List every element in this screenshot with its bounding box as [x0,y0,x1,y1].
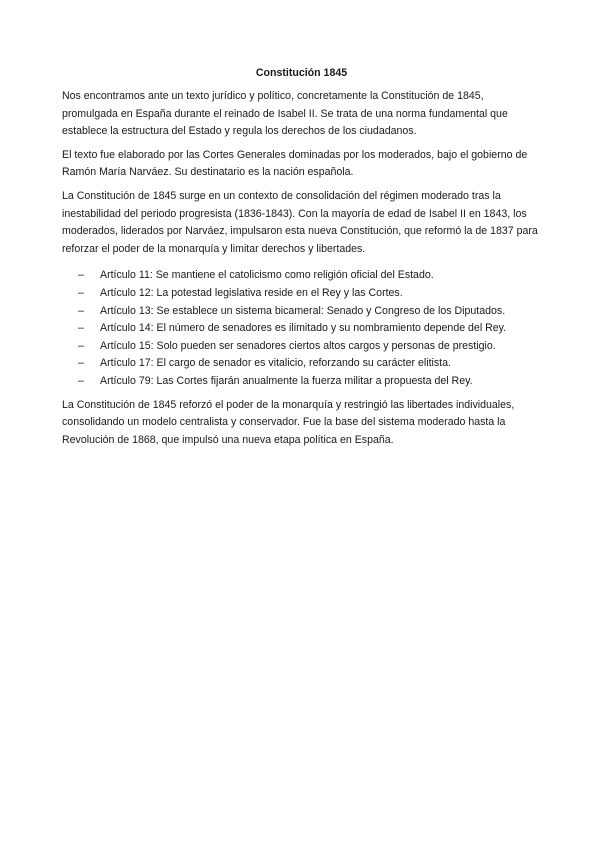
bullet-dash: – [78,339,84,352]
list-item [62,285,541,303]
list-item [62,303,541,321]
article-text: Artículo 14: El número de senadores es ilimitado y su nombramiento depende del Rey. [100,322,507,335]
article-text: Artículo 12: La potestad legislativa reside en el Rey y las Cortes. [100,286,403,299]
paragraph-conclusion: La Constitución de 1845 reforzó el poder de la monarquía y restringió las libertades individuales, consolidando un modelo centralista y conservador. Fue la base del sistema moderado hasta la Revolución de 1868, que impulsó una nueva etapa política en España. [62,398,515,446]
paragraph-context: La Constitución de 1845 surge en un contexto de consolidación del régimen moderado tras la inestabilidad del periodo progresista (1836-1843). Con la mayoría de edad de Isabel II en 1843, los moderados, liderados por Narváez, impulsaron esta nueva Constitución, que reformó la de 1837 para reforzar el poder de la monarquía y limitar derechos y libertades. [62,189,538,255]
bullet-dash: – [78,286,84,299]
list-item [62,373,541,391]
document-title: Constitución 1845 [255,67,348,79]
bullet-dash: – [78,322,84,335]
article-text: Artículo 13: Se establece un sistema bicameral: Senado y Congreso de los Diputados. [100,304,506,317]
article-text: Artículo 79: Las Cortes fijarán anualmente la fuerza militar a propuesta del Rey. [100,374,473,387]
bullet-dash: – [78,357,84,370]
paragraph-authorship: El texto fue elaborado por las Cortes Generales dominadas por los moderados, bajo el gobierno de Ramón María Narváez. Su destinatario es la nación española. [62,148,528,179]
list-item [62,355,541,373]
bullet-dash: – [78,269,84,282]
bullet-dash: – [78,304,84,317]
bullet-dash: – [78,374,84,387]
article-text: Artículo 11: Se mantiene el catolicismo como religión oficial del Estado. [100,269,434,282]
articles-list [62,267,541,390]
article-text: Artículo 15: Solo pueden ser senadores ciertos altos cargos y personas de prestigio. [100,339,496,352]
list-item [62,267,541,285]
paragraph-introduction: Nos encontramos ante un texto jurídico y político, concretamente la Constitución de 1845, promulgada en España durante el reinado de Isabel II. Se trata de una norma fundamental que establece la estructura del Estado y regula los derechos de los ciudadanos. [62,90,508,138]
list-item [62,338,541,356]
list-item [62,320,541,338]
article-text: Artículo 17: El cargo de senador es vitalicio, reforzando su carácter elitista. [100,357,451,370]
